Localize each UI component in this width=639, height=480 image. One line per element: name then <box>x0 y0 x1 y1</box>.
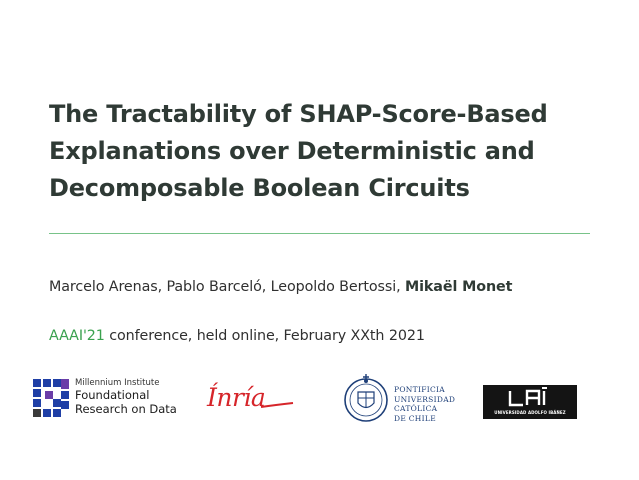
imfd-wordmark <box>75 378 177 416</box>
puc-logo <box>343 370 463 428</box>
inria-logo <box>205 383 295 415</box>
author-list <box>49 279 512 295</box>
title-line-3: Decomposable Boolean Circuits <box>49 174 470 202</box>
slide-title <box>49 96 609 207</box>
title-line-2: Explanations over Deterministic and <box>49 137 535 165</box>
title-line-1: The Tractability of SHAP-Score-Based <box>49 100 548 128</box>
uai-logo <box>483 385 577 419</box>
inria-swoosh-icon <box>205 383 295 415</box>
imfd-line-1: Millennium Institute <box>75 378 160 388</box>
inria-wordmark: Ínría <box>207 383 266 412</box>
imfd-logo <box>32 376 182 418</box>
puc-line-3: CATÓLICA <box>394 404 438 413</box>
puc-line-1: PONTIFICIA <box>394 385 446 394</box>
uai-caption: UNIVERSIDAD ADOLFO IBÁÑEZ <box>494 410 566 415</box>
imfd-line-2: Foundational <box>75 388 150 402</box>
imfd-line-3: Research on Data <box>75 402 177 416</box>
puc-line-2: UNIVERSIDAD <box>394 394 456 404</box>
puc-line-4: DE CHILE <box>394 413 436 423</box>
presenting-author: Mikaël Monet <box>404 279 513 295</box>
venue-details: conference, held online, February XXth 2021 <box>104 328 425 344</box>
authors-regular: Marcelo Arenas, Pablo Barceló, Leopoldo Bertossi, <box>49 279 405 295</box>
title-divider <box>49 233 590 234</box>
puc-wordmark <box>394 385 455 423</box>
imfd-mark-icon <box>32 378 70 418</box>
puc-seal-icon <box>343 370 389 428</box>
conference-name: AAAI'21 <box>49 328 105 344</box>
venue-line <box>49 328 425 344</box>
